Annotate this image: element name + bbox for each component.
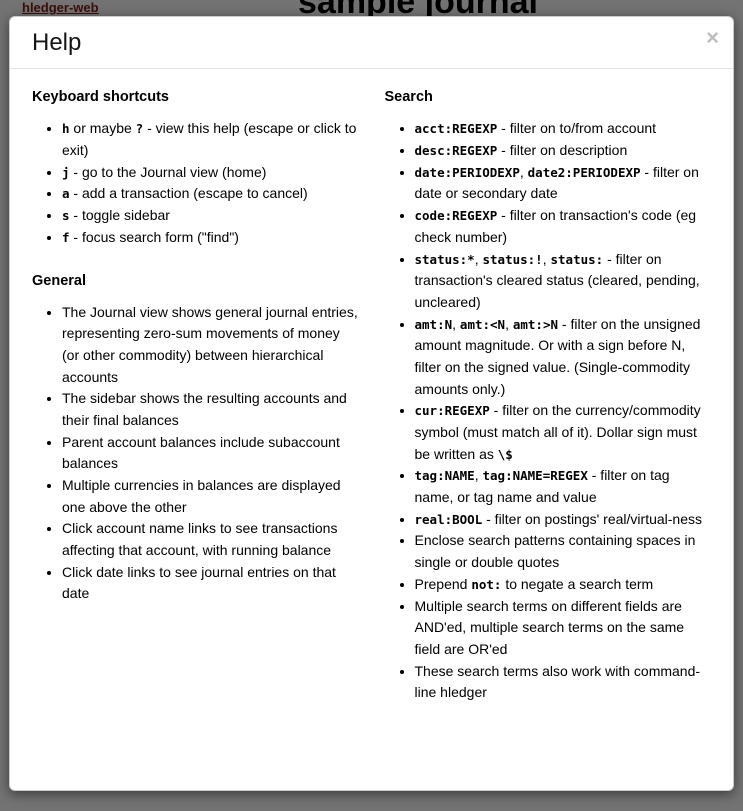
code-span: code:REGEXP: [414, 208, 498, 224]
help-list-item: [415, 509, 712, 531]
code-span: date:PERIODEXP: [414, 164, 520, 180]
help-list-item: [62, 205, 359, 227]
section-heading: Keyboard shortcuts: [32, 89, 169, 106]
code-span: ?: [135, 121, 144, 137]
help-list: [32, 302, 359, 606]
help-list-item: [415, 596, 712, 661]
code-span: date2:PERIODEXP: [527, 164, 641, 180]
code-span: tag:NAME: [414, 468, 475, 484]
help-list-item: [62, 475, 359, 518]
close-icon[interactable]: ×: [706, 25, 719, 50]
help-list-item: [62, 162, 359, 184]
help-right-column: [385, 85, 712, 780]
text-span: - focus search form ("find"): [69, 228, 239, 245]
code-span: cur:REGEXP: [414, 403, 490, 419]
text-span: - toggle sidebar: [69, 207, 170, 224]
help-modal-header: [10, 17, 733, 69]
text-span: These search terms also work with command-line hledger: [414, 662, 701, 701]
text-span: The Journal view shows general journal entries, representing zero-sum movements of money (or other commodity) between hierarchical accounts: [62, 303, 358, 385]
code-span: \$: [497, 446, 513, 462]
help-list-item: [415, 314, 712, 401]
code-span: amt:<N: [459, 316, 506, 332]
code-span: status:: [550, 251, 604, 267]
code-span: tag:NAME=REGEX: [482, 468, 588, 484]
text-span: ,: [452, 315, 460, 332]
help-list-item: [415, 574, 712, 596]
code-span: status:!: [482, 251, 543, 267]
help-list-item: [415, 465, 712, 508]
text-span: to negate a search term: [501, 575, 654, 592]
help-list: [32, 118, 359, 248]
help-list-item: [415, 530, 712, 573]
text-span: Click date links to see journal entries on that date: [62, 563, 336, 602]
code-span: amt:>N: [512, 316, 559, 332]
help-list-item: [62, 302, 359, 389]
help-list-item: [415, 118, 712, 140]
text-span: - filter on the currency/commodity symbol (must match all of it). Dollar sign must be written as: [414, 402, 701, 462]
help-list-item: [415, 661, 712, 704]
text-span: - filter on description: [497, 142, 628, 159]
code-span: acct:REGEXP: [414, 121, 498, 137]
help-modal-body: [10, 69, 733, 790]
code-span: status:*: [414, 251, 475, 267]
section-heading: Search: [384, 89, 433, 106]
text-span: Prepend: [414, 575, 472, 592]
help-list-item: [62, 388, 359, 431]
text-span: - filter on postings' real/virtual-ness: [482, 510, 702, 527]
code-span: desc:REGEXP: [414, 143, 498, 159]
text-span: Multiple search terms on different fields are AND'ed, multiple search terms on the same field are OR'ed: [414, 597, 685, 657]
help-list-item: [415, 205, 712, 248]
help-list-item: [62, 518, 359, 561]
code-span: not:: [471, 576, 502, 592]
text-span: - filter on the unsigned amount magnitude. Or with a sign before N, filter on the signed value. (Single-commodity amounts only.): [414, 315, 701, 397]
code-span: f: [62, 229, 70, 245]
help-list-item: [415, 400, 712, 465]
text-span: - view this help (escape or click to exit): [62, 120, 357, 159]
text-span: - filter on transaction's cleared status (cleared, pending, uncleared): [414, 250, 700, 310]
text-span: Multiple currencies in balances are displayed one above the other: [62, 477, 341, 515]
text-span: - filter on transaction's code (eg check number): [414, 207, 697, 245]
text-span: ,: [474, 467, 483, 484]
text-span: ,: [542, 250, 551, 267]
help-list-item: [62, 183, 359, 205]
code-span: a: [62, 186, 70, 202]
text-span: - filter on date or secondary date: [414, 163, 699, 202]
help-list-item: [62, 118, 359, 161]
code-span: h: [62, 121, 70, 137]
section-heading: General: [32, 272, 86, 289]
help-list-item: [415, 249, 712, 314]
help-list-item: [62, 432, 359, 475]
text-span: ,: [519, 163, 528, 180]
help-modal-title: Help: [32, 29, 82, 56]
text-span: - add a transaction (escape to cancel): [69, 185, 308, 202]
text-span: The sidebar shows the resulting accounts and their final balances: [62, 390, 347, 428]
text-span: Click account name links to see transactions affecting that account, with running balance: [62, 520, 338, 559]
text-span: ,: [474, 250, 483, 267]
code-span: amt:N: [414, 316, 453, 332]
text-span: - filter on tag name, or tag name and value: [414, 467, 670, 506]
text-span: ,: [505, 315, 513, 332]
code-span: real:BOOL: [414, 511, 483, 527]
text-span: or maybe: [69, 120, 136, 137]
help-left-column: [32, 85, 359, 780]
help-list-item: [415, 162, 712, 205]
text-span: - filter on to/from account: [497, 120, 657, 137]
help-list-item: [415, 140, 712, 162]
text-span: Enclose search patterns containing spaces in single or double quotes: [414, 532, 696, 571]
help-list-item: [62, 227, 359, 249]
help-list-item: [62, 562, 359, 605]
text-span: Parent account balances include subaccount balances: [62, 433, 340, 472]
help-list: [385, 118, 712, 704]
text-span: - go to the Journal view (home): [69, 163, 267, 180]
code-span: j: [62, 164, 70, 180]
code-span: s: [62, 208, 70, 224]
help-modal: [9, 16, 734, 791]
